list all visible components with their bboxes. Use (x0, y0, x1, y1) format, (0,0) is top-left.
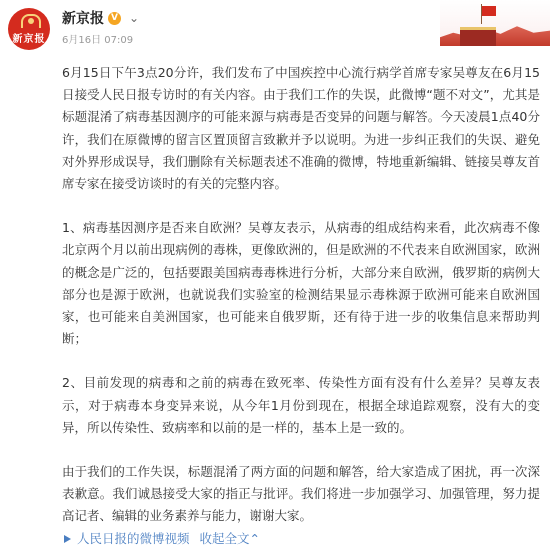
post-paragraph-4: 由于我们的工作失误，标题混淆了两方面的问题和解答，给大家造成了困扰，再一次深表歉意。我们诚恳接受大家的指正与批评。我们将进一步加强学习、加强管理，努力提高记者、编辑的业务素养与能力，谢谢大家。 (62, 464, 540, 524)
emblem-icon (21, 14, 41, 28)
post-header (0, 0, 550, 52)
avatar-logo-text: 新京报 (12, 34, 46, 45)
collapse-link[interactable]: 收起全文 (199, 530, 250, 546)
account-name-row (62, 8, 139, 28)
avatar[interactable] (8, 8, 50, 50)
flag-icon (482, 6, 496, 16)
post-paragraph-1: 6月15日下午3点20分许，我们发布了中国疾控中心流行病学首席专家吴尊友在6月15日接受人民日报专访时的有关内容。由于我们工作的失误，此微博“题不对文”，尤其是标题混淆了病毒基因测序的可能来源与病毒是否变异的问题与解答。今天凌晨1点40分许，我们在原微博的留言区置顶留言致歉并予以说明。为进一步纠正我们的失误、避免对外界形成误导，我们删除有关标题表述不准确的微博，特地重新编辑、链接吴尊友首席专家在接受访谈时的有关的完整内容。 (62, 65, 540, 192)
header-banner-image (440, 0, 550, 46)
gate-graphic (460, 27, 496, 46)
video-link[interactable]: 人民日报的微博视频 (77, 530, 190, 546)
post-timestamp: 6月16日 07:09 (62, 35, 134, 46)
post-body (62, 62, 540, 550)
post-paragraph-2: 1、病毒基因测序是否来自欧洲？吴尊友表示，从病毒的组成结构来看，此次病毒不像北京两个月以前出现病例的毒株，更像欧洲的，但是欧洲的不代表来自欧洲国家，欧洲的概念是广泛的，包括要跟美国病毒毒株进行分析，大部分来自欧洲，俄罗斯的病例大部分也是源于欧洲，也就说我们实验室的检测结果显示毒株源于欧洲可能来自欧洲国家，也可能来自美洲国家，也可能来自俄罗斯，还有待于进一步的收集信息来帮助判断； (62, 220, 540, 347)
chevron-up-icon[interactable]: ⌃ (249, 530, 261, 546)
chevron-down-icon[interactable]: ⌄ (129, 11, 140, 25)
play-video-icon (64, 535, 71, 543)
account-name[interactable]: 新京报 (62, 11, 104, 27)
post-paragraph-3: 2、目前发现的病毒和之前的病毒在致死率、传染性方面有没有什么差异？吴尊友表示，对于病毒本身变异来说，从今年1月份到现在，根据全球追踪观察，没有大的变异，所以传染性、致病率和以前的是一样的，基本上是一致的。 (62, 375, 540, 435)
verified-v-icon: V (108, 12, 121, 25)
